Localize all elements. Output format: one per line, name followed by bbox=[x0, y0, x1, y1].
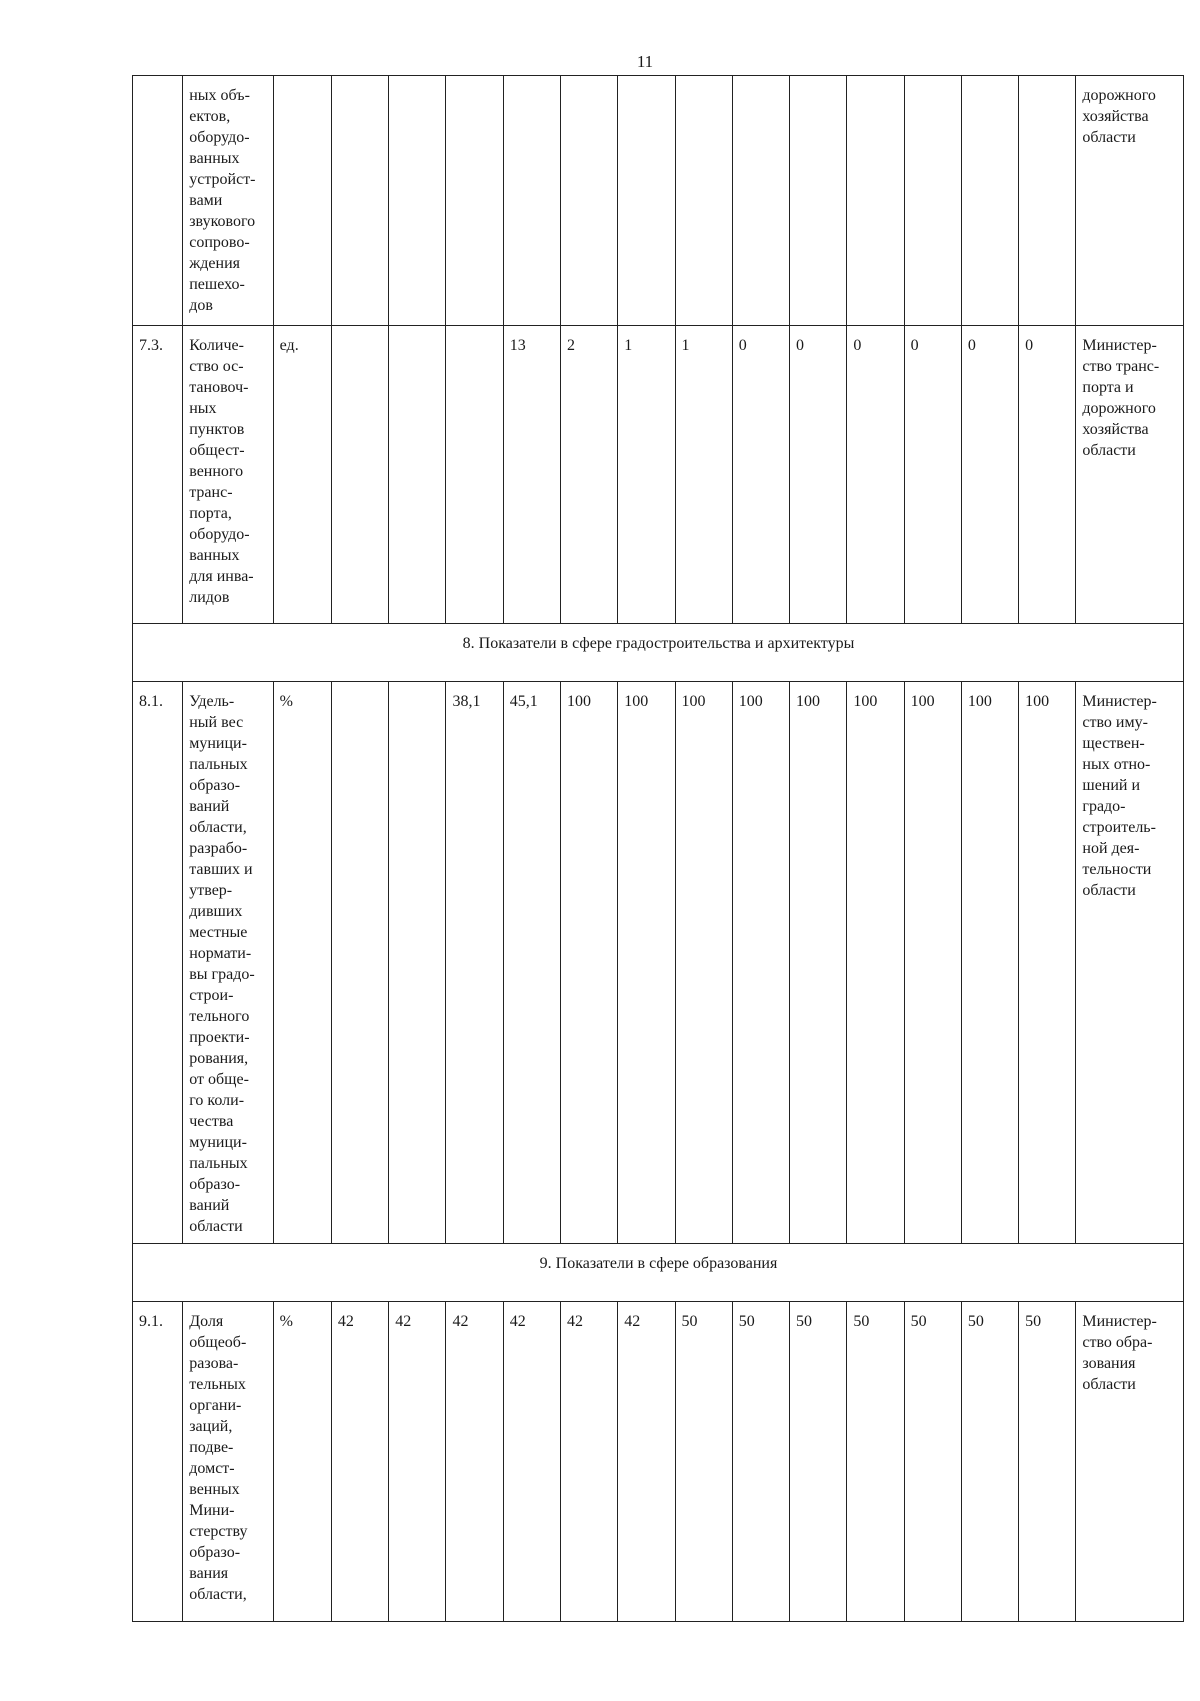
indicator-value bbox=[389, 326, 446, 624]
indicator-value: 2 bbox=[560, 326, 617, 624]
indicator-value bbox=[331, 682, 388, 1244]
indicator-value: 50 bbox=[961, 1302, 1018, 1622]
indicator-value: 50 bbox=[847, 1302, 904, 1622]
indicator-value: 100 bbox=[904, 682, 961, 1244]
indicator-name: Доля общеоб- разова- тельных органи- заций, подве- домст- венных Мини- стерству образо- вания области, bbox=[183, 1302, 273, 1622]
indicator-number: 9.1. bbox=[133, 1302, 183, 1622]
indicator-value: 0 bbox=[904, 326, 961, 624]
indicator-value bbox=[560, 76, 617, 326]
indicator-name: Удель- ный вес муници- пальных образо- ваний области, разрабо- тавших и утвер- дивших местные нормати- вы градо- строи- тельного проекти- рования, от обще- го коли- чества муници- пальных образо- ваний области bbox=[183, 682, 273, 1244]
responsible-authority: дорожного хозяйства области bbox=[1076, 76, 1184, 326]
indicator-value bbox=[331, 326, 388, 624]
indicator-unit bbox=[273, 76, 331, 326]
responsible-authority: Министер- ство иму- ществен- ных отно- шений и градо- строитель- ной дея- тельности области bbox=[1076, 682, 1184, 1244]
indicator-unit: % bbox=[273, 682, 331, 1244]
indicator-value bbox=[1019, 76, 1076, 326]
indicator-value: 0 bbox=[1019, 326, 1076, 624]
indicator-row bbox=[133, 682, 1184, 1244]
indicator-value: 0 bbox=[790, 326, 847, 624]
indicator-value: 50 bbox=[1019, 1302, 1076, 1622]
indicator-value: 42 bbox=[503, 1302, 560, 1622]
indicator-value: 0 bbox=[732, 326, 789, 624]
indicator-value: 42 bbox=[446, 1302, 503, 1622]
section-header-row bbox=[133, 624, 1184, 682]
indicator-value: 100 bbox=[560, 682, 617, 1244]
responsible-authority: Министер- ство транс- порта и дорожного хозяйства области bbox=[1076, 326, 1184, 624]
indicator-value: 50 bbox=[904, 1302, 961, 1622]
section-title: 8. Показатели в сфере градостроительства и архитектуры bbox=[133, 624, 1184, 682]
indicator-value bbox=[389, 682, 446, 1244]
indicator-number bbox=[133, 76, 183, 326]
indicator-value: 100 bbox=[961, 682, 1018, 1244]
indicator-value bbox=[618, 76, 675, 326]
indicator-value: 0 bbox=[847, 326, 904, 624]
indicator-value: 50 bbox=[732, 1302, 789, 1622]
indicator-value: 100 bbox=[847, 682, 904, 1244]
section-title: 9. Показатели в сфере образования bbox=[133, 1244, 1184, 1302]
indicator-value bbox=[961, 76, 1018, 326]
indicator-value: 42 bbox=[389, 1302, 446, 1622]
indicator-unit: ед. bbox=[273, 326, 331, 624]
indicator-value: 42 bbox=[331, 1302, 388, 1622]
indicator-value bbox=[446, 326, 503, 624]
indicator-value bbox=[732, 76, 789, 326]
indicator-value: 100 bbox=[618, 682, 675, 1244]
indicator-name: ных объ- ектов, оборудо- ванных устройст- вами звукового сопрово- ждения пешехо- дов bbox=[183, 76, 273, 326]
indicator-value: 38,1 bbox=[446, 682, 503, 1244]
indicator-value: 100 bbox=[1019, 682, 1076, 1244]
indicator-row bbox=[133, 326, 1184, 624]
section-header-row bbox=[133, 1244, 1184, 1302]
indicator-value: 1 bbox=[675, 326, 732, 624]
indicator-value: 50 bbox=[790, 1302, 847, 1622]
indicator-value bbox=[446, 76, 503, 326]
indicator-number: 8.1. bbox=[133, 682, 183, 1244]
indicator-value bbox=[389, 76, 446, 326]
indicator-value: 42 bbox=[618, 1302, 675, 1622]
responsible-authority: Министер- ство обра- зования области bbox=[1076, 1302, 1184, 1622]
page-number: 11 bbox=[636, 52, 654, 71]
indicator-value: 45,1 bbox=[503, 682, 560, 1244]
indicator-name: Количе- ство ос- тановоч- ных пунктов общест- венного транс- порта, оборудо- ванных для инва- лидов bbox=[183, 326, 273, 624]
indicator-unit: % bbox=[273, 1302, 331, 1622]
indicators-table bbox=[132, 75, 1184, 1622]
indicator-row bbox=[133, 1302, 1184, 1622]
indicator-value: 13 bbox=[503, 326, 560, 624]
indicator-value bbox=[503, 76, 560, 326]
indicator-value: 42 bbox=[560, 1302, 617, 1622]
indicator-value: 0 bbox=[961, 326, 1018, 624]
indicator-row bbox=[133, 76, 1184, 326]
indicator-value bbox=[847, 76, 904, 326]
indicator-value: 1 bbox=[618, 326, 675, 624]
indicator-value: 50 bbox=[675, 1302, 732, 1622]
indicators-table-body bbox=[133, 76, 1184, 1622]
indicator-value bbox=[675, 76, 732, 326]
indicator-number: 7.3. bbox=[133, 326, 183, 624]
indicator-value: 100 bbox=[675, 682, 732, 1244]
indicator-value bbox=[790, 76, 847, 326]
indicator-value bbox=[904, 76, 961, 326]
indicator-value: 100 bbox=[790, 682, 847, 1244]
indicator-value bbox=[331, 76, 388, 326]
indicator-value: 100 bbox=[732, 682, 789, 1244]
